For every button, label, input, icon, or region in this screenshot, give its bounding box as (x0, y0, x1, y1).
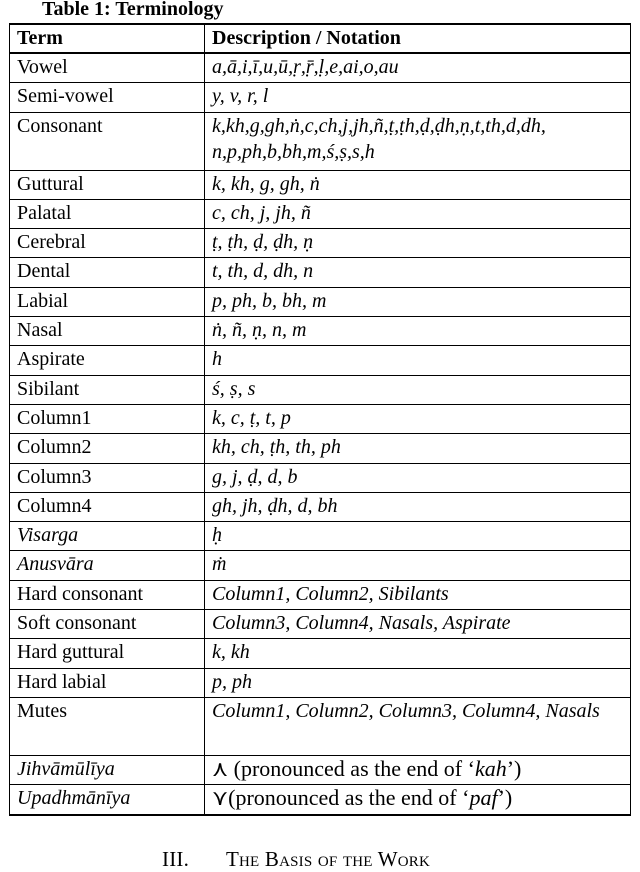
description-cell (205, 755, 631, 784)
table-row (10, 287, 631, 316)
term-cell: Nasal (10, 317, 205, 346)
description-cell: Column1, Column2, Column3, Column4, Nasals (205, 697, 631, 755)
table-row (10, 229, 631, 258)
term-cell: Vowel (10, 53, 205, 83)
table-row (10, 580, 631, 609)
table-row (10, 53, 631, 83)
description-close: ’) (497, 785, 513, 811)
table-row (10, 610, 631, 639)
description-cell (205, 785, 631, 815)
term-cell: Column4 (10, 492, 205, 521)
table-row (10, 170, 631, 199)
term-cell: Hard consonant (10, 580, 205, 609)
description-cell: p, ph (205, 668, 631, 697)
description-cell: k,kh,g,gh,ṅ,c,ch,j,jh,ñ,ṭ,ṭh,ḍ,ḍh,ṇ,t,th,d,dh, n,p,ph,b,bh,m,ś,ṣ,s,h (205, 112, 631, 170)
description-cell: ṭ, ṭh, ḍ, ḍh, ṇ (205, 229, 631, 258)
jihvamuliya-symbol: ⋏ (212, 755, 229, 781)
description-cell: h (205, 346, 631, 375)
description-cell: t, th, d, dh, n (205, 258, 631, 287)
table-row (10, 668, 631, 697)
description-cell: ś, ṣ, s (205, 375, 631, 404)
description-text: (pronounced as the end of ‘ (228, 785, 470, 811)
term-cell: Dental (10, 258, 205, 287)
table-row (10, 755, 631, 784)
section-number: III. (162, 847, 190, 871)
term-cell: Mutes (10, 697, 205, 755)
description-cell: kh, ch, ṭh, th, ph (205, 434, 631, 463)
description-cell: Column1, Column2, Sibilants (205, 580, 631, 609)
term-cell: Column1 (10, 404, 205, 433)
description-cell: y, v, r, l (205, 83, 631, 112)
table-row (10, 785, 631, 815)
table-row (10, 492, 631, 521)
table-row (10, 551, 631, 580)
table-row (10, 199, 631, 228)
description-cell: a,ā,i,ī,u,ū,ṛ,ṝ,ḷ,e,ai,o,au (205, 53, 631, 83)
term-cell: Guttural (10, 170, 205, 199)
term-cell: Column2 (10, 434, 205, 463)
table-row (10, 404, 631, 433)
term-cell: Sibilant (10, 375, 205, 404)
term-cell: Anusvāra (10, 551, 205, 580)
table-row (10, 83, 631, 112)
table-row (10, 375, 631, 404)
table-row (10, 639, 631, 668)
description-cell: ṁ (205, 551, 631, 580)
section-heading (162, 846, 430, 872)
table-header-row (10, 24, 631, 53)
description-example: kah (474, 755, 507, 781)
table-row (10, 522, 631, 551)
description-cell: k, kh (205, 639, 631, 668)
term-cell: Aspirate (10, 346, 205, 375)
term-cell: Hard labial (10, 668, 205, 697)
term-cell: Consonant (10, 112, 205, 170)
description-cell: k, kh, g, gh, ṅ (205, 170, 631, 199)
table-row (10, 697, 631, 755)
term-cell: Column3 (10, 463, 205, 492)
description-cell: p, ph, b, bh, m (205, 287, 631, 316)
description-close: ’) (506, 755, 522, 781)
section-title: The Basis of the Work (226, 847, 430, 871)
description-text: (pronounced as the end of ‘ (228, 755, 475, 781)
term-cell: Jihvāmūlīya (10, 755, 205, 784)
table-row (10, 112, 631, 170)
table-row (10, 258, 631, 287)
description-example: paf (469, 785, 498, 811)
description-cell: c, ch, j, jh, ñ (205, 199, 631, 228)
upadhmaniya-symbol: ⋎ (212, 785, 229, 811)
term-cell: Semi-vowel (10, 83, 205, 112)
table-row (10, 317, 631, 346)
header-term: Term (10, 24, 205, 53)
term-cell: Palatal (10, 199, 205, 228)
table-row (10, 346, 631, 375)
description-cell: Column3, Column4, Nasals, Aspirate (205, 610, 631, 639)
table-caption: Table 1: Terminology (42, 0, 224, 20)
description-cell: gh, jh, ḍh, d, bh (205, 492, 631, 521)
term-cell: Cerebral (10, 229, 205, 258)
description-cell: ḥ (205, 522, 631, 551)
table-row (10, 463, 631, 492)
term-cell: Hard guttural (10, 639, 205, 668)
description-cell: ṅ, ñ, ṇ, n, m (205, 317, 631, 346)
term-cell: Labial (10, 287, 205, 316)
term-cell: Visarga (10, 522, 205, 551)
header-description: Description / Notation (205, 24, 631, 53)
description-cell: k, c, ṭ, t, p (205, 404, 631, 433)
term-cell: Soft consonant (10, 610, 205, 639)
terminology-table (9, 23, 631, 816)
table-row (10, 434, 631, 463)
description-cell: g, j, ḍ, d, b (205, 463, 631, 492)
term-cell: Upadhmānīya (10, 785, 205, 815)
